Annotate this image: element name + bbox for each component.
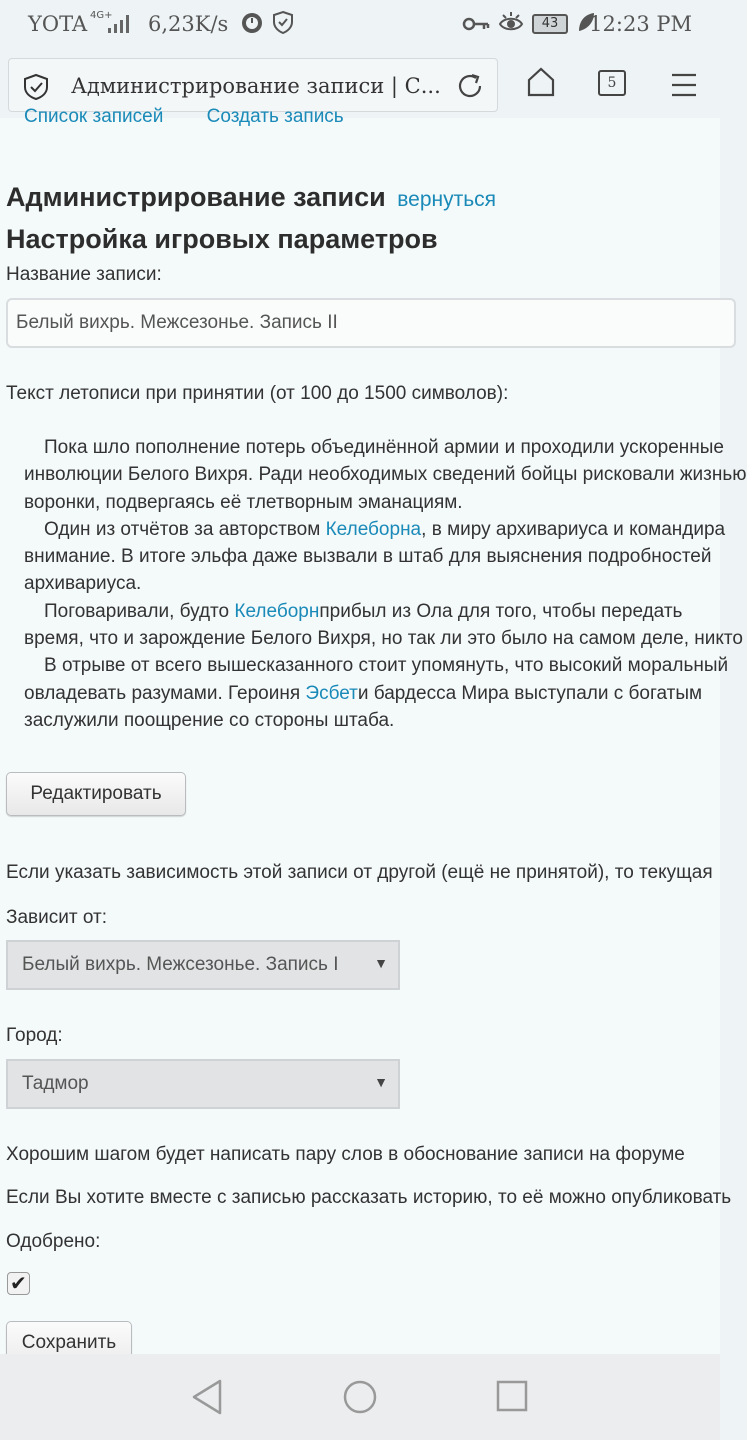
system-nav-bar	[0, 1354, 720, 1440]
eye-icon	[498, 10, 524, 34]
chronicle-span: овладевать разумами. Героиня	[24, 682, 306, 704]
chronicle-span: , в миру архивариуса и командира	[421, 518, 726, 540]
status-bar	[0, 0, 720, 52]
network-type: 4G+	[90, 10, 113, 21]
chronicle-line: время, что и зарождение Белого Вихря, но так ли это было на самом деле, никто	[24, 628, 743, 650]
page-content	[0, 106, 747, 1354]
dropdown-arrow-icon: ▼	[374, 1074, 388, 1090]
story-note: Если Вы хотите вместе с записью рассказать историю, то её можно опубликовать	[6, 1187, 732, 1208]
top-links	[24, 106, 382, 128]
heading-text: Администрирование записи	[6, 182, 386, 212]
page-heading	[6, 182, 496, 213]
chronicle-span: Поговаривали, будто	[44, 600, 235, 622]
city-value: Тадмор	[22, 1073, 89, 1094]
edit-button[interactable]: Редактировать	[6, 772, 186, 816]
back-link[interactable]: вернуться	[397, 188, 497, 211]
chronicle-line: воронки, подвергаясь её тлетворным эманациям.	[24, 491, 463, 513]
chronicle-line: Пока шло пополнение потерь объединённой армии и проходили ускоренные	[44, 437, 725, 458]
back-nav-icon[interactable]	[190, 1378, 224, 1416]
chronicle-span: Один из отчётов за авторством	[44, 518, 326, 540]
chronicle-line	[24, 516, 747, 543]
section-heading: Настройка игровых параметров	[6, 224, 438, 254]
chronicle-line: внимание. В итоге эльфа даже вызвали в штаб для выяснения подробностей	[24, 546, 712, 568]
battery-level: 43	[541, 16, 559, 31]
chronicle-line: заслужили поощрение со стороны штаба.	[24, 709, 395, 731]
signal-icon	[106, 14, 132, 34]
reload-icon[interactable]	[455, 71, 485, 101]
carrier-name: YOTA	[28, 12, 88, 36]
list-link[interactable]: Список записей	[24, 106, 164, 127]
keleborn-link[interactable]: Келеборна	[325, 518, 422, 540]
chronicle-text	[24, 434, 747, 734]
chronicle-line: архивариуса.	[24, 573, 142, 595]
city-label: Город:	[6, 1025, 63, 1046]
home-nav-icon[interactable]	[342, 1378, 378, 1416]
chronicle-line	[24, 598, 747, 625]
timer-icon	[240, 10, 264, 34]
keleborn-link-2[interactable]: Келеборн	[234, 600, 320, 622]
home-icon[interactable]	[526, 66, 556, 98]
chronicle-line: В отрыве от всего вышесказанного стоит упомянуть, что высокий моральный	[44, 655, 729, 677]
forum-note: Хорошим шагом будет написать пару слов в обоснование записи на форуме	[6, 1144, 685, 1165]
tabs-button[interactable]	[598, 70, 626, 96]
clock: 12:23 PM	[589, 12, 692, 36]
chronicle-span: прибыл из Ола для того, чтобы передать	[319, 600, 683, 622]
menu-icon[interactable]	[670, 72, 698, 98]
create-link[interactable]: Создать запись	[206, 106, 344, 127]
chronicle-span: и бардесса Мира выступали с богатым	[357, 682, 703, 704]
depends-select[interactable]	[6, 940, 400, 990]
address-bar[interactable]	[8, 58, 498, 112]
site-shield-icon[interactable]	[23, 73, 49, 101]
key-icon	[462, 14, 490, 34]
dropdown-arrow-icon: ▼	[374, 955, 388, 971]
approved-label: Одобрено:	[6, 1231, 101, 1252]
page-title: Администрирование записи | С...	[71, 74, 441, 98]
chronicle-line: инволюции Белого Вихря. Ради необходимых сведений бойцы рисковали жизнью	[24, 464, 747, 486]
network-speed: 6,23K/s	[148, 12, 229, 36]
tab-count: 5	[607, 75, 617, 91]
name-input[interactable]: Белый вихрь. Межсезонье. Запись II	[6, 298, 736, 348]
save-button[interactable]: Сохранить	[6, 1321, 132, 1365]
esbet-link[interactable]: Эсбет	[305, 682, 358, 704]
shield-check-icon	[272, 10, 294, 34]
city-select[interactable]	[6, 1059, 400, 1109]
text-label: Текст летописи при принятии (от 100 до 1500 символов):	[6, 383, 509, 404]
recents-nav-icon[interactable]	[496, 1380, 528, 1414]
name-label: Название записи:	[6, 264, 162, 285]
battery-icon	[532, 14, 568, 34]
depends-value: Белый вихрь. Межсезонье. Запись I	[22, 954, 339, 975]
checkmark-icon: ✔	[10, 1273, 27, 1295]
chronicle-line	[24, 680, 747, 707]
approved-checkbox[interactable]	[7, 1272, 30, 1295]
dependency-note: Если указать зависимость этой записи от другой (ещё не принятой), то текущая	[6, 862, 713, 883]
depends-label: Зависит от:	[6, 907, 107, 928]
